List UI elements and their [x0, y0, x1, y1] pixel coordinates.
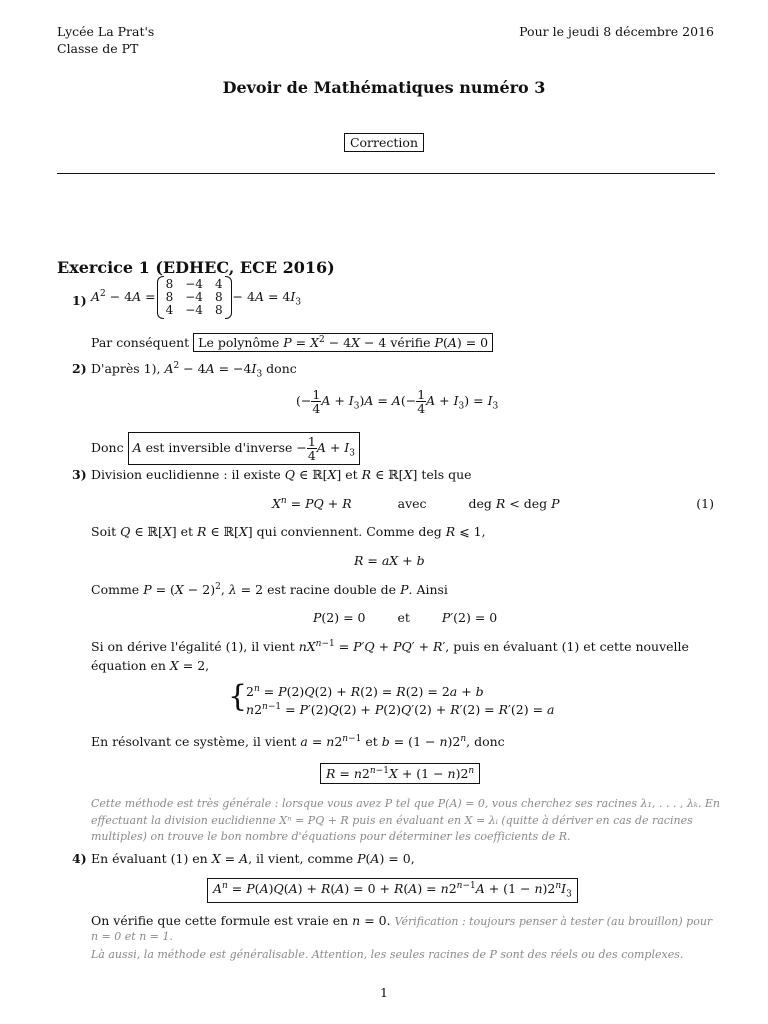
q3-comme: Comme $P = (X - 2)^2$, λ = 2 est racine double de P. Ainsi: [91, 582, 448, 598]
header-divider: [57, 173, 715, 174]
q1-result-box: Le polynôme $P = X^2 - 4X - 4$ vérifie P(A) = 0: [193, 333, 493, 352]
matrix-row: [160, 304, 229, 317]
q4-verification: On vérifie que cette formule est vraie en n = 0. Vérification : toujours penser à tester (au brouillon) pour: [91, 913, 713, 928]
matrix-cell: −4: [185, 303, 203, 317]
matrix-cell: 8: [165, 290, 174, 304]
q3-result-box: $R = n2^{n-1}X + (1 - n)2^n$: [320, 763, 480, 784]
q3-number: 3): [72, 467, 87, 482]
q2-equation: (− $\frac{1}{4}$ $A + I_3)A = A(-$ $\frac{1}{4}$ $A + I_3) = I_3$: [296, 387, 499, 416]
q4-intro: En évaluant (1) en X = A, il vient, comme P(A) = 0,: [91, 851, 415, 866]
matrix-cell: −4: [185, 290, 203, 304]
q3-r-form: R = aX + b: [354, 553, 425, 568]
system-eq2: $n2^{n-1} = P'(2)Q(2) + P(2)Q'(2) + R'(2) = R'(2) = a$: [246, 702, 555, 718]
class-name: Classe de PT: [57, 41, 139, 56]
page-number: 1: [380, 985, 388, 1000]
q2-result-box: A est inversible d'inverse − $\frac{1}{4}$ $A + I_3$: [128, 432, 360, 465]
system-brace: {: [228, 679, 248, 714]
school-name: Lycée La Prat's: [57, 24, 155, 39]
q3-division-eq: $X^n$ = PQ + R avec deg R < deg P: [272, 496, 560, 512]
q4-final-note: Là aussi, la méthode est généralisable. Attention, les seules racines de P sont des réels ou des complexes.: [91, 948, 684, 961]
exercise-heading: Exercice 1 (EDHEC, ECE 2016): [57, 258, 335, 277]
page-title: Devoir de Mathématiques numéro 3: [222, 78, 546, 97]
q1-equation: $A^2 - 4A$ = 8 −4 4 8 −4 8 4 −4 8 − $4A = 4I_3$: [91, 277, 302, 317]
q2-conclusion: Donc A est inversible d'inverse − $\frac{1}{4}$ $A + I_3$: [91, 432, 360, 465]
q2-intro: D'après 1), $A^2 - 4A = -4I_3$ donc: [91, 361, 297, 380]
matrix-cell: 8: [214, 303, 223, 317]
matrix-cell: −4: [185, 277, 203, 291]
q2-number: 2): [72, 361, 87, 376]
equation-number: (1): [696, 496, 714, 511]
correction-badge: Correction: [344, 133, 424, 152]
q1-number: 1): [72, 293, 87, 308]
matrix-cell: 4: [165, 303, 174, 317]
q1-conclusion: Par conséquent Le polynôme $P = X^2 - 4X - 4$ vérifie P(A) = 0: [91, 333, 493, 352]
q3-note-2: effectuant la division euclidienne Xⁿ = PQ + R puis en évaluant en X = λᵢ (quitte à dériver en cas de racines: [91, 814, 693, 827]
q3-intro: Division euclidienne : il existe Q ∈ ℝ[X] et R ∈ ℝ[X] tels que: [91, 467, 472, 482]
q3-note-1: Cette méthode est très générale : lorsque vous avez P tel que P(A) = 0, vous cherchez ses racines λ₁, . . . , λₖ. En: [91, 797, 720, 810]
q3-derive: Si on dérive l'égalité (1), il vient $nX^{n-1} = P'Q + PQ' + R'$, puis en évaluant (1) et cette nouvelle: [91, 639, 689, 655]
q3-resolvant: En résolvant ce système, il vient $a = n2^{n-1}$ et $b = (1 - n)2^n$, donc: [91, 734, 505, 750]
matrix-cell: 8: [214, 290, 223, 304]
due-date: Pour le jeudi 8 décembre 2016: [519, 24, 714, 39]
q3-soit: Soit Q ∈ ℝ[X] et R ∈ ℝ[X] qui conviennent. Comme deg R ⩽ 1,: [91, 524, 486, 539]
q3-roots-eq: P(2) = 0 et P′(2) = 0: [313, 610, 498, 625]
matrix-cell: 4: [214, 277, 223, 291]
matrix-cell: 8: [165, 277, 174, 291]
q1-matrix: [160, 278, 229, 317]
q3-note-3: multiples) on trouve le bon nombre d'équations pour déterminer les coefficients de R.: [91, 830, 571, 843]
correction-badge-wrap: [0, 133, 768, 152]
system-eq1: $2^n = P(2)Q(2) + R(2) = R(2) = 2a + b$: [246, 684, 484, 700]
q3-derive-line2: équation en X = 2,: [91, 658, 210, 673]
q4-verification-2: n = 0 et n = 1.: [91, 930, 174, 943]
q4-result-box: $A^n = P(A)Q(A) + R(A) = 0 + R(A) = n2^{n-1}A + (1 - n)2^nI_3$: [207, 878, 578, 903]
q4-number: 4): [72, 851, 87, 866]
